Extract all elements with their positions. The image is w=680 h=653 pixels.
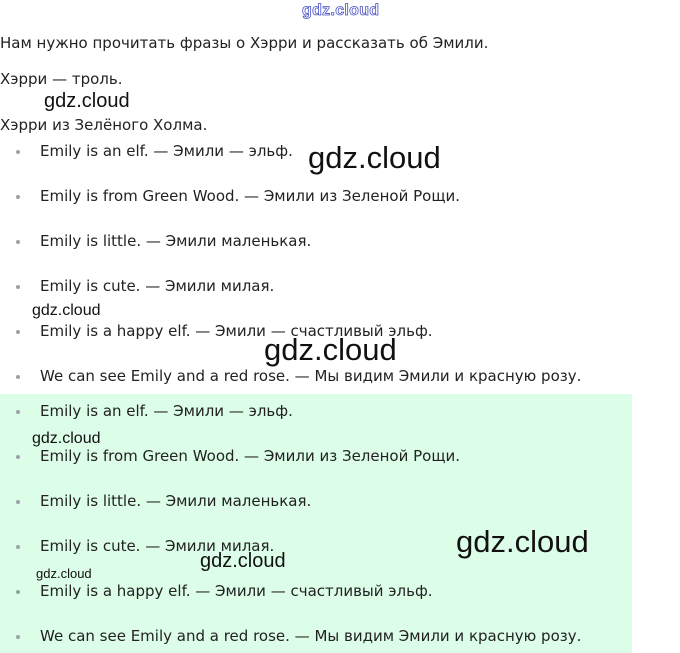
bullet-icon [16,410,20,414]
bullet-icon [16,455,20,459]
watermark: gdz.cloud [44,90,130,112]
list-item-text: Emily is cute. — Эмили милая. [40,537,275,555]
intro-text: Нам нужно прочитать фразы о Хэрри и рассказать об Эмили. [0,34,489,52]
list-item-text: Emily is from Green Wood. — Эмили из Зеленой Рощи. [40,447,460,465]
list-item-text: Emily is little. — Эмили маленькая. [40,492,312,510]
bullet-icon [16,195,20,199]
bullet-icon [16,545,20,549]
watermark: gdz.cloud [264,332,397,367]
bullet-icon [16,330,20,334]
harry-line-2: Хэрри из Зелёного Холма. [0,116,208,134]
list-item-text: Emily is an elf. — Эмили — эльф. [40,142,293,160]
bullet-icon [16,285,20,289]
watermark: gdz.cloud [32,302,101,319]
watermark: gdz.cloud [308,140,441,175]
watermark-top: gdz.cloud [302,2,380,19]
list-item-text: Emily is from Green Wood. — Эмили из Зеленой Рощи. [40,187,460,205]
list-item-text: Emily is cute. — Эмили милая. [40,277,275,295]
bullet-icon [16,240,20,244]
bullet-icon [16,590,20,594]
watermark: gdz.cloud [36,566,92,581]
list-item-text: We can see Emily and a red rose. — Мы видим Эмили и красную розу. [40,367,582,385]
list-item-text: We can see Emily and a red rose. — Мы видим Эмили и красную розу. [40,627,582,645]
list-item-text: Emily is a happy elf. — Эмили — счастливый эльф. [40,582,433,600]
watermark: gdz.cloud [456,524,589,559]
harry-line-1: Хэрри — троль. [0,70,123,88]
list-item-text: Emily is a happy elf. — Эмили — счастливый эльф. [40,322,433,340]
bullet-icon [16,635,20,639]
watermark: gdz.cloud [200,550,286,572]
bullet-icon [16,500,20,504]
list-item-text: Emily is an elf. — Эмили — эльф. [40,402,293,420]
bullet-icon [16,375,20,379]
watermark: gdz.cloud [32,430,101,447]
list-item-text: Emily is little. — Эмили маленькая. [40,232,312,250]
bullet-icon [16,150,20,154]
